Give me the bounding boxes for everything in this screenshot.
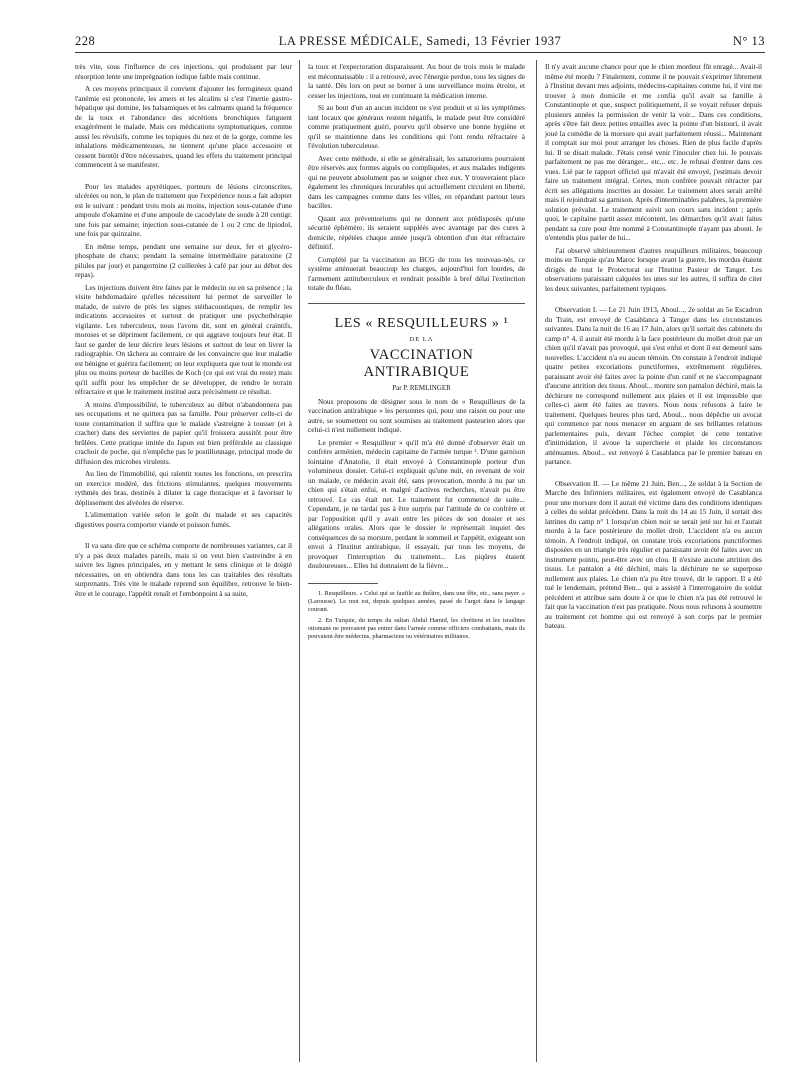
paragraph: très vite, sous l'influence de ces injections, qui produisent par leur résorption lente une imprégnation iodique faible mais continue. [75, 62, 292, 81]
column-3 [545, 62, 762, 634]
paragraph: L'alimentation variée selon le goût du malade et ses capacités digestives pourra comporter viande et poisson fumés. [75, 510, 292, 529]
article-title: LES « RESQUILLEURS » ¹ [334, 315, 509, 331]
paragraph: la toux et l'expectoration disparaissent. Au bout de trois mois le malade est méconnaissable : il a retrouvé, avec l'énergie perdue, tous les signes de la santé. Dès lors on peut se borner à une surveillance moins étroite, et cesser les injections, tout en continuant la médication interne. [308, 62, 525, 100]
page-number: 228 [75, 34, 96, 48]
article-title-connector: DE LA [409, 335, 434, 343]
paragraph: Si au bout d'un an aucun incident ne s'est produit et si les symptômes tant locaux que généraux restent négatifs, le malade peut être considéré comme pratiquement guéri, pourvu qu'il observe une bonne hygiène et qu'il se maintienne dans les conditions qui l'ont rendu réfractaire à l'évolution tuberculeuse. [308, 103, 525, 150]
paragraph: Il va sans dire que ce schéma comporte de nombreuses variantes, car il n'y a pas deux malades pareils, mais si on veut bien s'astreindre à en suivre les lignes principales, en y mettant le sens clinique et le doigté nécessaires, on en obtiendra dans tous les cas traitables des résultats surprenants. Très vite le malade reprend son équilibre, retrouve le bien-être et le courage, l'appétit renaît et l'embonpoint à sa suite, [75, 541, 292, 598]
paragraph: A moins d'impossibilité, le tuberculeux au début n'abandonnera pas ses occupations et ne quittera pas sa famille. Pour préserver celle-ci de toute contamination il suffira que le malade s'astreigne à tousser (et à cracher) dans des serviettes de papier qu'il froissera aussitôt pour être brûlées. Cette pratique imitée du Japon est bien préférable au classique crachoir de poche, qui n'empêche pas le postillonnage, principal mode de diffusion des microbes virulents. [75, 399, 292, 466]
journal-title: LA PRESSE MÉDICALE, Samedi, 13 Février 1937 [278, 34, 562, 48]
paragraph: Nous proposons de désigner sous le nom de « Resquilleurs de la vaccination antirabique » les personnes qui, pour une raison ou pour une autre, se soumettent ou sont soumises au traitement pasteurien alors que celui-ci n'est nullement indiqué. [308, 396, 525, 434]
paragraph: Pour les malades apyrétiques, porteurs de lésions circonscrites, ulcérées ou non, le plan de traitement que l'expérience nous a fait adopter est le suivant : pendant trois mois au moins, injection sous-cutanée d'une ampoule d'okamine et d'une ampoule de cacodylate de soude à 20 centigr. une fois par semaine; injection sous-cutanée de 1 ou 2 cmc de lipiodol, une fois par quinzaine. [75, 181, 292, 238]
issue-number: N° 13 [732, 34, 765, 48]
paragraph: J'ai observé ultérieurement d'autres resquilleurs militaires, beaucoup moins en Turquie qu'au Maroc lorsque avant la guerre, les mordus étaient dirigés de tout le Protectorat sur l'Institut Pasteur de Tanger. Les observations paraissant calquées les unes sur les autres, il suffira de citer les deux suivantes, parfaitement typiques. [545, 245, 762, 293]
footnote: 2. En Turquie, du temps du sultan Abdul Hamid, les chrétiens et les israélites ottomans ne pouvaient pas entrer dans l'armée comme officiers combattants, mais ils pouvaient être médecins, pharmaciens ou vétérinaires militaires. [308, 616, 525, 640]
paragraph: Les injections doivent être faites par le médecin ou en sa présence ; la visite hebdomadaire qu'elles nécessitent lui permet de surveiller le malade, de suivre de près les signes stéthacoustiques, de remplir les indications accessoires et surtout de pratiquer une psychothérapie vigilante. Les tuberculeux, nous l'avons dit, sont en général craintifs, moroses et se dépriment facilement, ce qui aggrave toujours leur état. Il faut se garder de leur décrire leurs lésions et surtout de leur en livrer la radiographie. On tâchera au contraire de les convaincre que leur maladie est bénigne et guérira facilement; on leur expliquera que tout le monde est plus ou moins porteur de bacilles de Koch (ce qui est vrai du reste) mais qu'il suffit pour les empêcher de se développer, de rendre le terrain réfractaire et que le traitement institué aura précisément ce résultat. [75, 282, 292, 396]
observation-paragraph: Observation II. — Le même 21 Juin, Ben..., 2e soldat à la Section de Marche des Infirmiers militaires, est également envoyé de Casablanca pour une morsure dont il aurait été victime dans des conditions identiques à celles du soldat précédent. Dans la nuit du 14 au 15 Juin, il sortait des latrines du camp n° 1 lorsqu'un chien noir se serait jeté sur lui et l'aurait mordu à la face postérieure du mollet droit. L'accident n'a eu aucun témoin. A l'endroit indiqué, on constate trois excoriations punctiformes disposées en un triangle très régulier et paraissant avoir été faites avec un instrument pointu, peut-être avec un clou. Il n'existe aucune attrition des tissus. Le pantalon a été déchiré, mais la déchirure ne se superpose nullement aux plaies. Le chien n'a pu être trouvé, dit le rapport. Il a été tué le lendemain, prétend Ben... qui a assisté à l'interrogatoire du soldat précédent et attribue sans doute à ce que le chien n'a pas été retrouvé le fait que la vaccination n'est pas pratiquée. Nous nous refusons à soumettre au traitement cet homme qui est renvoyé à son corps par le premier bateau. [545, 478, 762, 630]
footnote-rule [308, 583, 378, 584]
paragraph: Complété par la vaccination au BCG de tous les nouveau-nés, ce système atténuerait beaucoup les charges, aujourd'hui fort lourdes, de l'armement antituberculeux et rendrait possible à bref délai l'extinction totale du fléau. [308, 254, 525, 292]
observation-paragraph: Observation I. — Le 21 Juin 1913, Aboul..., 2e soldat au 5e Escadron du Train, est envoyé de Casablanca à Tanger dans les circonstances suivantes. Dans la nuit du 16 au 17 Juin, alors qu'il sortait des cabinets du camp n° 4, il aurait été mordu à la face postérieure du mollet droit par un chien qu'il n'avait pas provoqué, qui s'est enfui et dont il est demeuré sans nouvelles. L'accident n'a eu aucun témoin. On constate à l'endroit indiqué quatre petites excoriations punctiformes, extrêmement régulières, paraissant avoir été faites avec la pointe d'un canif et ne s'accompagnant d'aucune attrition des tissus. Aboul... montre son pantalon déchiré, mais la déchirure ne correspond nullement aux plaies et il est impossible que celles-ci aient été faites au travers. Nous nous refusons à faire le traitement. Quelques heures plus tard, Aboul... nous dépêche un avocat qui commence par nous menacer en arguant de ses brillantes relations parlementaires puis, devant l'échec complet de cette tentative d'intimidation, il avoue la supercherie et plaide les circonstances atténuantes. Aboul... est renvoyé à Casablanca par le premier bateau en partance. [545, 305, 762, 466]
paragraph: Au lieu de l'immobilité, qui ralentit toutes les fonctions, on prescrira un exercice modéré, des frictions stimulantes, quelques mouvements rythmés des bras, destinés à dilater la cage thoracique et à favoriser le déplissement des alvéoles de réserve. [75, 469, 292, 507]
article-author: Par P. REMLINGER [392, 384, 451, 392]
paragraph: Le premier « Resquilleur » qu'il m'a été donné d'observer était un confrère arménien, médecin capitaine de l'armée turque ². D'une garnison lointaine d'Anatolie, il était envoyé à Constantinople porteur d'un volumineux dossier. Celui-ci expliquait qu'une nuit, en revenant de voir un malade, ce médecin avait été, sans provocation, mordu à nu par un chien qui s'était enfui, et malgré d'actives recherches, n'avait pu être retrouvé. Le cas était net. Le traitement fut commencé de suite... Cependant, je ne tardai pas à être surpris par l'attitude de ce confrère et par l'opposition qu'il y avait entre les pièces de son dossier et ses allégations orales. Alors que le dossier le représentait inquiet des conséquences de sa morsure, perdant le sommeil et l'appétit, exigeant son envoi à l'Institut antirabique, il essayait, par tous les moyens, de provoquer l'interruption du traitement... Les piqûres étaient douloureuses... Elles lui donnaient de la fièvre... [308, 437, 525, 570]
header-rule [75, 52, 765, 53]
column-2 [308, 62, 525, 644]
paragraph: A ces moyens principaux il convient d'ajouter les ferrugineux quand l'anémie est prononcée, les amers et les alcalins si c'est l'inertie gastro-hépatique qui domine, les balsamiques et les calmants quand la fréquence de la toux et l'abondance des sécrétions bronchiques fatiguent exagérément le malade. Mais ces médications symptomatiques, comme aussi les révulsifs, comme les topiques du nez et de la gorge, comme les inhalations médicamenteuses, ne tiennent qu'une place accessoire et cessent bientôt d'être nécessaires, quand les effets du traitement principal commencent à se manifester. [75, 84, 292, 169]
column-divider-2 [536, 60, 537, 1062]
page-header [75, 34, 765, 54]
article-separator [308, 303, 525, 304]
column-divider-1 [299, 60, 300, 1062]
footnote: 1. Resquilleurs. « Celui qui se faufile au théâtre, dans une fête, etc., sans payer. » (Larousse). Le mot est, depuis quelques années, passé de l'argot dans le langage courant. [308, 589, 525, 613]
article-subtitle: VACCINATION ANTIRABIQUE [363, 347, 474, 380]
paragraph: Avec cette méthode, si elle se généralisait, les sanatoriums pourraient être réservés aux formes aiguës ou compliquées, et aux malades indigents qui ne peuvent absolument pas se soigner chez eux. Y trouveraient place également les chroniques incurables qui actuellement circulent en liberté, dans les campagnes comme dans les villes, en répandant partout leurs bacilles. [308, 153, 525, 210]
paragraph: Il n'y avait aucune chance pour que le chien mordeur fût enragé... Avait-il même été mordu ? Finalement, comme il ne pouvait s'exprimer librement à l'Institut devant mes adjoints, médecins-capitaines comme lui, il vint me trouver à mon domicile et me confia qu'il avait sa famille à Constantinople et que, suspect politiquement, il se voyait refuser depuis plusieurs années la permission de venir la voir... Dans ces conditions, après s'être fait deux petites entailles avec la pointe d'un bistouri, il avait joué la comédie de la morsure qui avait parfaitement réussi... Maintenant il comptait sur moi pour arranger les choses. Rien de plus facile d'après lui. Il se disait malade. J'étais censé venir l'inoculer chez lui. Je pouvais parfaitement ne pas me déranger... etc... etc. Je refusai d'entrer dans ces vues. Lié par le rapport officiel qui m'avait été envoyé, j'estimais devoir faire un traitement intégral. Certes, mon confrère pouvait rétracter par écrit ses allégations inscrites au dossier. Le traitement alors serait arrêté mais il rejoindrait sa garnison. Après d'interminables palabres, la première solution prévalut. Le traitement suivit son cours sans incident ; après quoi, le capitaine partit assez mécontent, les démarches qu'il avait faites pendant sa cure pour être nommé à Constantinople n'ayant pas abouti. Je n'entendis plus parler de lui... [545, 62, 762, 242]
column-1 [75, 62, 292, 601]
paragraph: En même temps, pendant une semaine sur deux, fer et glycéro-phosphate de chaux; pendant la semaine intermédiaire paratoxine (2 pilules par jour) et pangermine (2 cuillerées à café par jour au début des repas). [75, 241, 292, 279]
paragraph: Quant aux préventoriums qui ne donnent aux prédisposés qu'une sécurité éphémère, ils seraient suppléés avec avantage par des cures à domicile, répétées chaque année jusqu'à obtention d'un état réfractaire définitif. [308, 213, 525, 251]
